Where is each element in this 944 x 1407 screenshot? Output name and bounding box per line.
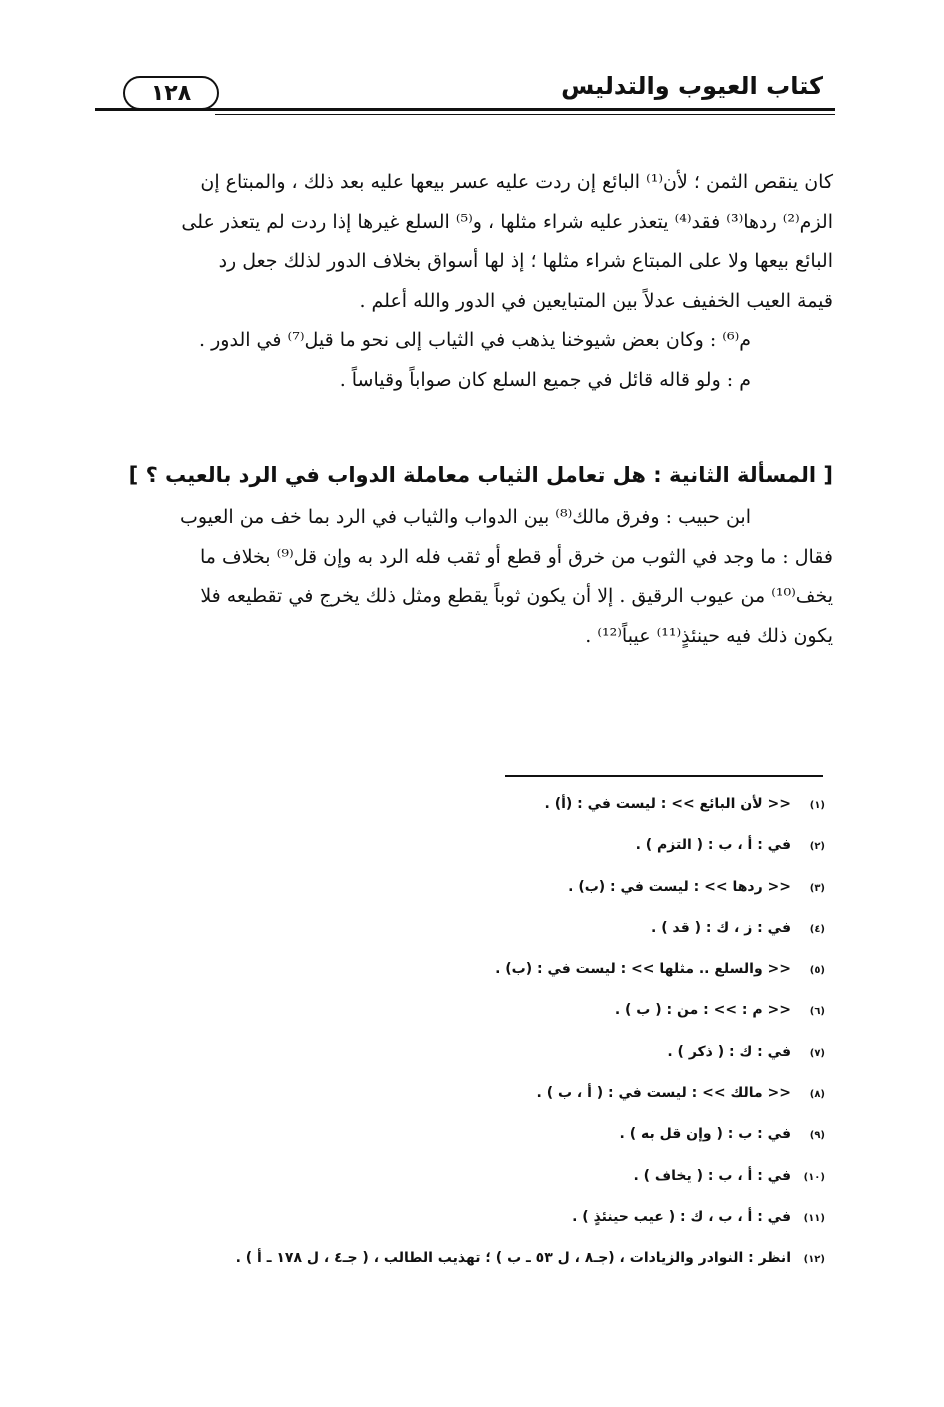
footnote: [95, 961, 825, 1002]
text-line: يكون ذلك فيه حينئذٍ⁽¹¹⁾ عيباً⁽¹²⁾ .: [585, 624, 833, 647]
footnote-text: في : ب : ( وإن قل به ) .: [619, 1126, 791, 1143]
footnote-number: (٤): [809, 923, 825, 935]
footnote-number: (٨): [809, 1089, 825, 1101]
footnote-text: << لأن البائع >> : ليست في : (أ) .: [544, 796, 791, 812]
footnote-number: (١): [809, 800, 825, 811]
footnote: [95, 796, 825, 837]
text-line: كان ينقص الثمن ؛ لأن⁽¹⁾ البائع إن ردت عليه عسر بيعها عليه بعد ذلك ، والمبتاع إن: [200, 171, 833, 193]
text-line: م : ولو قاله قائل في جميع السلع كان صواباً وقياساً .: [339, 368, 751, 391]
text-line: فقال : ما وجد في الثوب من خرق أو قطع أو ثقب فله الرد به وإن قل⁽⁹⁾ بخلاف ما: [200, 545, 833, 568]
header-rule-thin: [215, 114, 835, 115]
footnote: [95, 1126, 825, 1167]
footnote-number: (٣): [809, 882, 825, 894]
footnote: [95, 1250, 825, 1291]
footnote-number: (١١): [803, 1212, 825, 1224]
footnote: [95, 1209, 825, 1250]
footnote: [95, 1085, 825, 1126]
footnote-number: (٥): [809, 965, 825, 977]
text-line: قيمة العيب الخفيف عدلاً بين المتبايعين في الدور والله أعلم .: [359, 289, 833, 312]
footnote-text: في : أ ، ب ، ك : ( عيب حينئذٍ ) .: [572, 1208, 791, 1225]
text-line: ابن حبيب : وفرق مالك⁽⁸⁾ بين الدواب والثياب في الرد بما خف من العيوب: [179, 506, 751, 528]
footnote-text: في : ز ، ك : ( قد ) .: [651, 919, 791, 936]
footnote-text: << مالك >> : ليست في : ( أ ، ب ) .: [536, 1085, 791, 1102]
footnote-text: << ردها >> : ليست في : (ب) .: [568, 878, 791, 895]
footnote-number: (٩): [809, 1130, 825, 1142]
paragraph-2: [95, 498, 833, 656]
footnote-number: (١٢): [803, 1254, 825, 1266]
footnote: [95, 1168, 825, 1209]
section-heading: [ المسألة الثانية : هل تعامل الثياب معاملة الدواب في الرد بالعيب ؟ ]: [128, 463, 833, 487]
text-line: يخف⁽¹⁰⁾ من عيوب الرقيق . إلا أن يكون ثوباً يقطع ومثل ذلك يخرج في تقطيعه فلا: [200, 585, 833, 607]
footnote-number: (٧): [809, 1047, 825, 1059]
footnote: [95, 837, 825, 878]
footnote-separator: [505, 775, 823, 777]
footnote-text: انظر : النوادر والزيادات ، (جـ٨ ، ل ٥٣ ـ ب ) ؛ تهذيب الطالب ، ( جـ٤ ، ل ١٧٨ ـ أ ) .: [235, 1250, 791, 1267]
footnotes: [95, 796, 825, 1292]
page-header: [95, 66, 835, 126]
footnote-number: (٦): [809, 1006, 825, 1018]
footnote-text: في : أ ، ب : ( يخاف ) .: [633, 1167, 791, 1184]
page-number: ١٢٨: [123, 76, 219, 110]
footnote-text: في : ك : ( ذكر ) .: [667, 1043, 791, 1060]
footnote-text: << م : >> : من : ( ب ) .: [614, 1002, 791, 1019]
footnote: [95, 879, 825, 920]
text-line: الزم⁽²⁾ ردها⁽³⁾ فقد⁽⁴⁾ يتعذر عليه شراء مثلها ، و⁽⁵⁾ السلع غيرها إذا ردت لم يتعذر على: [181, 210, 833, 233]
footnote: [95, 1044, 825, 1085]
footnote: [95, 920, 825, 961]
footnote-text: << والسلع .. مثلها >> : ليست في : (ب) .: [495, 961, 791, 978]
footnote: [95, 1002, 825, 1043]
footnote-text: في : أ ، ب : ( التزم ) .: [635, 837, 791, 854]
text-line: م⁽⁶⁾ : وكان بعض شيوخنا يذهب في الثياب إلى نحو ما قيل⁽⁷⁾ في الدور .: [199, 329, 751, 351]
footnote-number: (٢): [809, 841, 825, 853]
paragraph-1: [95, 163, 833, 400]
footnote-number: (١٠): [803, 1171, 825, 1183]
text-line: البائع بيعها ولا على المبتاع شراء مثلها ؛ إذ لها أسواق بخلاف الدور لذلك جعل رد: [218, 250, 833, 272]
running-title: كتاب العيوب والتدليس: [561, 72, 823, 100]
